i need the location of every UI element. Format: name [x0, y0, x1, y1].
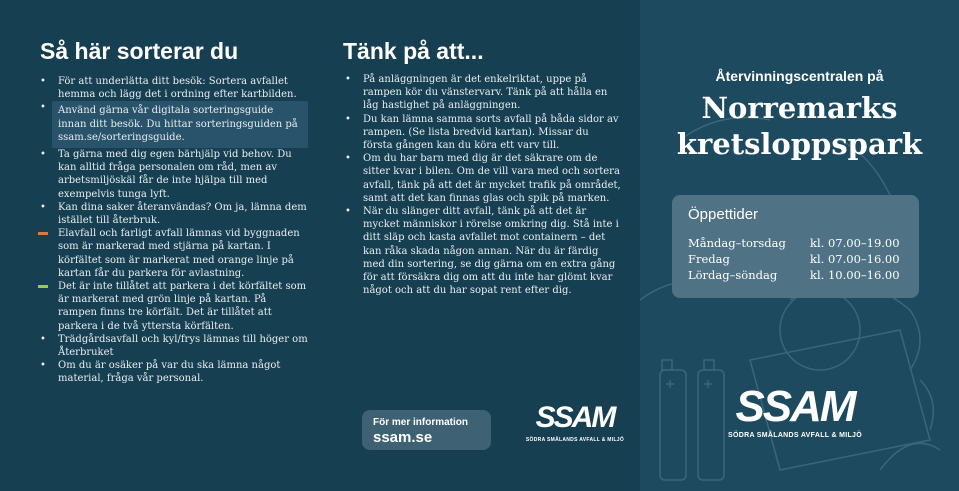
logo-word: SSAM — [535, 401, 615, 434]
list-item: • Du kan lämna samma sorts avfall på båda sidor av rampen. (Se lista bredvid kartan). Missar du första gången kan du köra ett varv till. — [345, 113, 619, 152]
bullet: • — [40, 149, 46, 161]
logo-word: SSAM — [735, 382, 855, 431]
hours-time: kl. 07.00–16.00 — [810, 252, 900, 266]
opening-hours-box — [672, 195, 919, 298]
orange-line-marker — [38, 232, 48, 235]
bullet: • — [40, 333, 46, 345]
list-item: • På anläggningen är det enkelriktat, uppe på rampen kör du vänstervarv. Tänk på att hålla en låg hastighet på anläggningen. — [345, 74, 608, 112]
hours-time: kl. 10.00–16.00 — [810, 268, 900, 282]
logo-subtitle: SÖDRA SMÅLANDS AVFALL & MILJÖ — [525, 437, 625, 443]
list-item: • För att underlätta ditt besök: Sortera avfallet hemma och lägg det i ordning efter kartbilden. — [40, 76, 297, 101]
bullet: • — [40, 102, 46, 114]
list-item-highlighted — [38, 101, 308, 148]
opening-hours-heading: Öppettider — [688, 206, 759, 223]
bullet: • — [345, 74, 351, 85]
bullet: • — [345, 206, 351, 218]
more-info-url[interactable]: ssam.se — [373, 429, 433, 446]
logo-subtitle: SÖDRA SMÅLANDS AVFALL & MILJÖ — [728, 432, 862, 439]
bullet: • — [345, 113, 351, 125]
bullet: • — [40, 201, 46, 213]
highlight-box: Använd gärna vår digitala sorteringsguide innan ditt besök. Du hittar sorteringsguiden på ssam.se/sorteringsguide. — [52, 101, 308, 148]
list-item: • Ta gärna med dig egen bärhjälp vid behov. Du kan alltid fråga personalen om råd, men av arbetsmiljöskäl får de inte hjälpa till med exempelvis tunga lyft. — [40, 149, 292, 200]
bullet: • — [40, 76, 46, 87]
list-item: • Om du är osäker på var du ska lämna något material, fråga vår personal. — [40, 360, 281, 385]
hours-day: Måndag–torsdag — [688, 236, 786, 250]
more-info-box[interactable] — [362, 410, 491, 450]
title-big — [640, 90, 959, 162]
hours-day: Fredag — [688, 252, 730, 266]
list-item: • När du slänger ditt avfall, tänk på att det är mycket människor i rörelse omkring dig. Stå inte i ditt släp och kasta avfallet mot containern – det kan råka skada någon annan. När du är färdig med din sortering, se dig gärna om en extra gång för att försäkra dig om att du inte har glömt kvar något och att du har sopat rent efter dig. — [345, 206, 619, 297]
list-item: Det är inte tillåtet att parkera i det körfältet som är markerat med grön linje på kartan. På rampen finns tre körfält. Det är tillåtet att parkera i de två yttersta körfälten. — [38, 280, 308, 333]
title-big-line1: Norremarks — [701, 91, 898, 125]
hours-day: Lördag–söndag — [688, 268, 778, 282]
ssam-logo-large — [720, 384, 870, 439]
bullet: • — [40, 360, 46, 372]
title-big-line2: kretsloppspark — [676, 127, 923, 161]
list-item: • Kan dina saker återanvändas? Om ja, lämna dem istället till återbruk. — [40, 201, 307, 227]
sorting-list — [38, 75, 308, 386]
more-info-label: För mer information — [373, 417, 469, 428]
green-line-marker — [38, 285, 48, 288]
list-item: • Trädgårdsavfall och kyl/frys lämnas till höger om Återbruket — [40, 333, 308, 359]
hours-time: kl. 07.00–19.00 — [810, 236, 900, 250]
heading-think-about: Tänk på att... — [343, 38, 484, 64]
ssam-logo-small — [525, 402, 625, 443]
bullet: • — [345, 153, 351, 165]
title-small: Återvinningscentralen på — [715, 68, 884, 84]
heading-sorting: Så här sorterar du — [40, 38, 239, 64]
list-item: Elavfall och farligt avfall lämnas vid byggnaden som är markerad med stjärna på kartan. I körfältet som är markerat med orange linje på kartan får du parkera för avlastning. — [38, 227, 308, 280]
list-item: • Om du har barn med dig är det säkrare om de sitter kvar i bilen. Om de vill vara med och sortera avfall, tänk på att det är mycket trafik på området, samt att det kan finnas glas och spik på marken. — [345, 153, 621, 204]
think-about-list — [343, 73, 621, 297]
